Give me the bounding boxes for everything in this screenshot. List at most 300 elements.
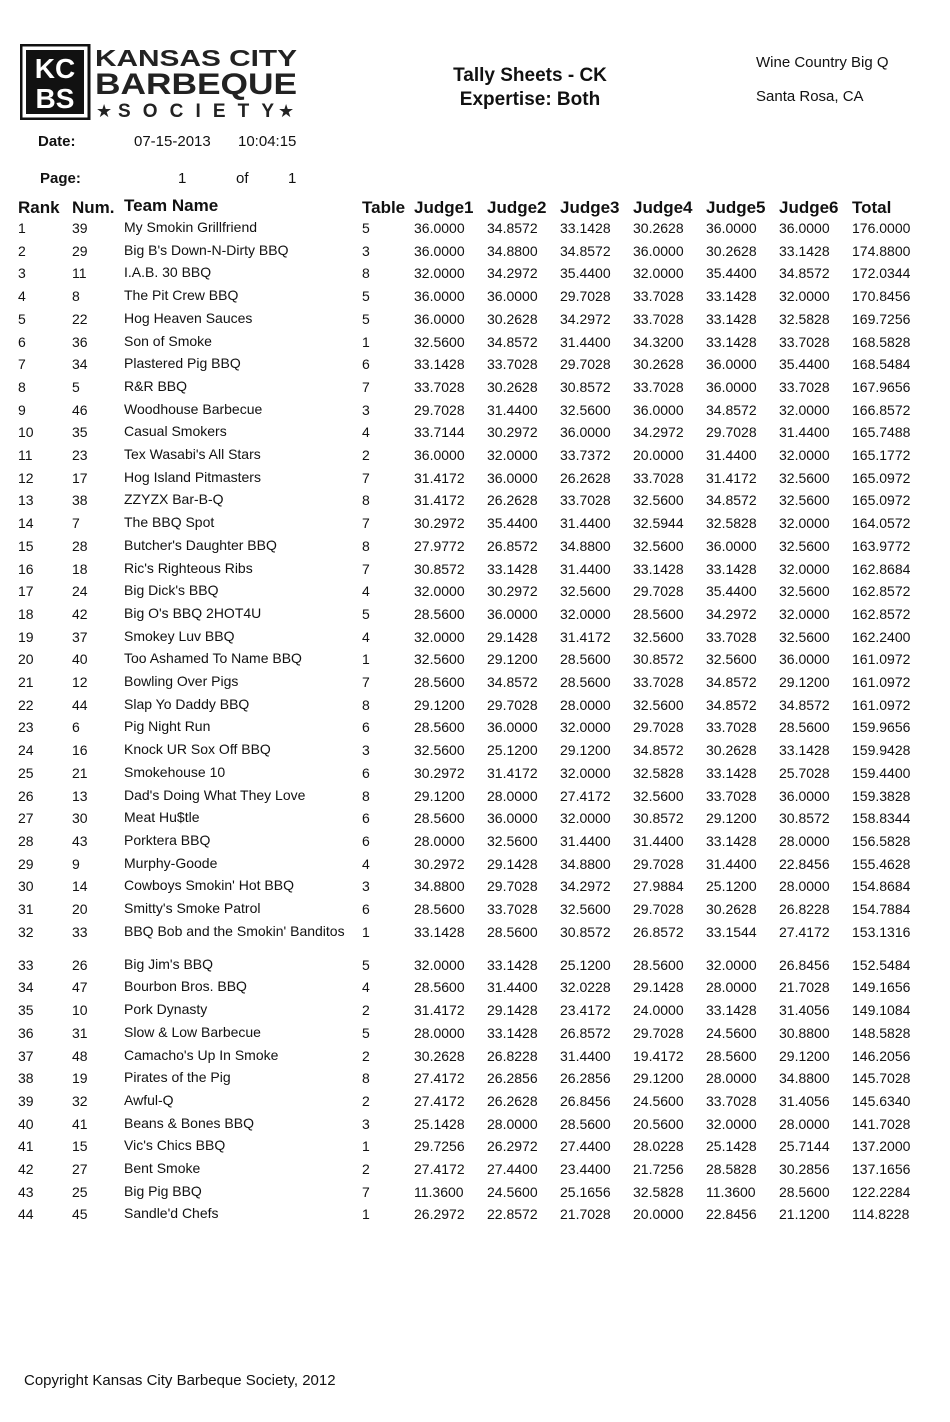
team-name: Big Jim's BBQ [124, 955, 214, 972]
judge6-score: 31.4056 [779, 1002, 830, 1019]
team-name: Hog Heaven Sauces [124, 309, 253, 326]
judge6-score: 21.1200 [779, 1206, 830, 1223]
judge3-score: 32.0000 [560, 810, 611, 827]
judge3-score: 26.8572 [560, 1024, 611, 1041]
judge4-score: 32.5600 [633, 537, 684, 554]
judge6-score: 34.8800 [779, 1070, 830, 1087]
team-name: Plastered Pig BBQ [124, 355, 241, 372]
judge3-score: 36.0000 [560, 424, 611, 441]
judge3-score: 34.8800 [560, 537, 611, 554]
rank: 42 [18, 1161, 34, 1177]
total-score: 149.1084 [852, 1002, 911, 1019]
judge1-score: 34.8800 [414, 878, 465, 895]
judge1-score: 36.0000 [414, 447, 465, 463]
judge5-score: 30.2628 [706, 242, 757, 259]
table-number: 3 [362, 401, 370, 418]
total-score: 161.0972 [852, 651, 911, 668]
judge4-score: 32.5828 [633, 764, 684, 781]
judge6-score: 33.7028 [779, 378, 830, 395]
judge2-score: 34.8572 [487, 674, 538, 690]
judge4-score: 29.7028 [633, 901, 684, 917]
table-number: 8 [362, 696, 370, 713]
team-name: Meat Hu$tle [124, 809, 200, 826]
judge1-score: 36.0000 [414, 242, 465, 259]
team-number: 48 [72, 1047, 88, 1064]
team-number: 15 [72, 1138, 88, 1155]
total-score: 158.8344 [852, 810, 911, 827]
judge6-score: 33.1428 [779, 742, 830, 759]
event-name: Wine Country Big Q [756, 54, 889, 71]
rank: 22 [18, 696, 34, 713]
judge6-score: 26.8456 [779, 956, 830, 973]
team-number: 26 [72, 956, 88, 973]
total-score: 149.1656 [852, 979, 911, 996]
judge1-score: 32.0000 [414, 583, 465, 600]
time-value: 10:04:15 [238, 133, 297, 150]
rank: 28 [18, 832, 34, 849]
judge5-score: 32.5828 [706, 515, 757, 532]
total-score: 141.7028 [852, 1115, 911, 1132]
judge2-score: 31.4172 [487, 764, 538, 781]
team-number: 5 [72, 378, 80, 395]
judge3-score: 27.4400 [560, 1138, 611, 1155]
judge1-score: 29.1200 [414, 696, 465, 713]
rank: 2 [18, 242, 26, 259]
judge2-score: 26.2628 [487, 1092, 538, 1109]
judge3-score: 32.0000 [560, 764, 611, 781]
judge4-score: 32.5600 [633, 628, 684, 645]
judge2-score: 29.7028 [487, 878, 538, 895]
team-number: 41 [72, 1115, 88, 1132]
total-score: 162.8572 [852, 583, 911, 600]
judge6-score: 27.4172 [779, 923, 830, 940]
judge2-score: 33.1428 [487, 1024, 538, 1041]
judge3-score: 32.5600 [560, 401, 611, 418]
judge1-score: 32.5600 [414, 333, 465, 350]
judge2-score: 33.7028 [487, 356, 538, 373]
judge2-score: 29.7028 [487, 696, 538, 713]
judge5-score: 34.8572 [706, 674, 757, 690]
team-number: 19 [72, 1070, 88, 1087]
total-score: 168.5828 [852, 333, 911, 350]
judge3-score: 25.1200 [560, 956, 611, 973]
total-score: 146.2056 [852, 1047, 911, 1064]
total-score: 162.8572 [852, 605, 911, 622]
rank: 33 [18, 956, 34, 973]
judge5-score: 28.0000 [706, 979, 757, 996]
judge2-score: 29.1200 [487, 651, 538, 668]
team-name: Porktera BBQ [124, 831, 211, 848]
judge1-score: 32.0000 [414, 265, 465, 282]
judge5-score: 31.4400 [706, 855, 757, 872]
total-score: 156.5828 [852, 832, 911, 849]
judge4-score: 32.5600 [633, 492, 684, 509]
total-score: 159.3828 [852, 787, 911, 804]
total-score: 166.8572 [852, 401, 911, 418]
team-name: Woodhouse Barbecue [124, 400, 263, 417]
team-name: Sandle'd Chefs [124, 1205, 219, 1222]
rank: 5 [18, 310, 26, 327]
date-value: 07-15-2013 [134, 133, 211, 150]
rank: 32 [18, 923, 34, 940]
team-name: My Smokin Grillfriend [124, 219, 258, 235]
rank: 9 [18, 401, 26, 418]
judge2-score: 35.4400 [487, 515, 538, 532]
judge1-score: 33.7144 [414, 424, 465, 441]
judge3-score: 32.0228 [560, 979, 611, 996]
rank: 23 [18, 719, 34, 736]
judge3-score: 26.2856 [560, 1070, 611, 1087]
svg-text:KANSAS CITY: KANSAS CITY [95, 45, 297, 71]
team-number: 20 [72, 901, 88, 917]
judge5-score: 28.5600 [706, 1047, 757, 1064]
judge5-score: 33.1544 [706, 923, 757, 940]
judge6-score: 31.4056 [779, 1092, 830, 1109]
judge2-score: 36.0000 [487, 469, 538, 486]
page-label: Page: [40, 170, 81, 187]
report-title-line: Tally Sheets - CK [453, 65, 607, 86]
total-score: 114.8228 [852, 1206, 910, 1223]
judge4-score: 20.0000 [633, 1206, 684, 1223]
judge1-score: 30.2628 [414, 1047, 465, 1064]
col-team-name: Team Name [124, 196, 219, 215]
judge5-score: 28.5828 [706, 1161, 757, 1177]
team-number: 35 [72, 424, 88, 441]
table-number: 5 [362, 1024, 370, 1041]
rank: 36 [18, 1024, 34, 1041]
col-table: Table [362, 198, 406, 217]
table-number: 2 [362, 1002, 370, 1019]
judge6-score: 32.0000 [779, 560, 830, 577]
table-number: 8 [362, 787, 370, 804]
judge2-score: 34.2972 [487, 265, 538, 282]
team-name: Bent Smoke [124, 1160, 201, 1176]
judge4-score: 33.7028 [633, 288, 684, 305]
judge3-score: 28.0000 [560, 696, 611, 713]
judge3-score: 29.1200 [560, 742, 611, 759]
team-name: Smokehouse 10 [124, 763, 226, 780]
judge1-score: 28.0000 [414, 1024, 465, 1041]
table-number: 6 [362, 810, 370, 827]
judge2-score: 33.1428 [487, 956, 538, 973]
team-name: ZZYZX Bar-B-Q [124, 491, 224, 508]
judge1-score: 30.2972 [414, 515, 465, 532]
judge3-score: 27.4172 [560, 787, 611, 804]
judge3-score: 34.2972 [560, 878, 611, 895]
judge4-score: 34.2972 [633, 424, 684, 441]
judge2-score: 29.1428 [487, 855, 538, 872]
team-number: 30 [72, 810, 88, 827]
judge2-score: 32.0000 [487, 447, 538, 463]
judge4-score: 19.4172 [633, 1047, 684, 1064]
team-name: Pig Night Run [124, 718, 211, 735]
rank: 6 [18, 333, 26, 350]
judge3-score: 34.2972 [560, 310, 611, 327]
total-score: 145.7028 [852, 1070, 911, 1087]
rank: 27 [18, 810, 34, 827]
col-judge4: Judge4 [633, 198, 693, 217]
team-number: 25 [72, 1183, 88, 1200]
judge5-score: 33.1428 [706, 333, 757, 350]
team-name: Bourbon Bros. BBQ [124, 978, 247, 995]
total-score: 165.1772 [852, 447, 911, 463]
table-number: 3 [362, 1115, 370, 1132]
rank: 1 [18, 220, 26, 236]
judge4-score: 28.0228 [633, 1138, 684, 1155]
team-name: Big Pig BBQ [124, 1182, 202, 1199]
team-name: I.A.B. 30 BBQ [124, 264, 212, 281]
team-number: 8 [72, 288, 80, 305]
judge3-score: 32.0000 [560, 605, 611, 622]
judge3-score: 23.4172 [560, 1002, 611, 1019]
table-number: 5 [362, 605, 370, 622]
judge3-score: 28.5600 [560, 651, 611, 668]
judge3-score: 31.4400 [560, 832, 611, 849]
team-name: Camacho's Up In Smoke [124, 1046, 279, 1063]
total-score: 172.0344 [852, 265, 911, 282]
team-name: Hog Island Pitmasters [124, 468, 261, 485]
judge6-score: 28.0000 [779, 1115, 830, 1132]
judge3-score: 32.5600 [560, 583, 611, 600]
total-score: 170.8456 [852, 288, 911, 305]
judge5-score: 35.4400 [706, 265, 757, 282]
table-number: 2 [362, 1092, 370, 1109]
judge4-score: 33.7028 [633, 674, 684, 690]
table-number: 8 [362, 492, 370, 509]
judge6-score: 28.0000 [779, 832, 830, 849]
judge4-score: 34.3200 [633, 333, 684, 350]
table-number: 7 [362, 1183, 370, 1200]
judge3-score: 26.2628 [560, 469, 611, 486]
team-number: 33 [72, 923, 88, 940]
judge5-score: 33.1428 [706, 764, 757, 781]
judge3-score: 31.4400 [560, 333, 611, 350]
judge4-score: 27.9884 [633, 878, 684, 895]
svg-text:★: ★ [278, 101, 295, 120]
judge1-score: 28.0000 [414, 832, 465, 849]
judge1-score: 28.5600 [414, 605, 465, 622]
judge5-score: 25.1200 [706, 878, 757, 895]
judge5-score: 22.8456 [706, 1206, 757, 1223]
judge1-score: 32.5600 [414, 742, 465, 759]
judge6-score: 26.8228 [779, 901, 830, 917]
judge2-score: 26.2628 [487, 492, 538, 509]
table-number: 5 [362, 220, 370, 236]
judge4-score: 31.4400 [633, 832, 684, 849]
judge4-score: 36.0000 [633, 242, 684, 259]
table-number: 6 [362, 832, 370, 849]
rank: 16 [18, 560, 34, 577]
judge2-score: 28.0000 [487, 787, 538, 804]
rank: 18 [18, 605, 34, 622]
judge2-score: 34.8572 [487, 220, 538, 236]
rank: 29 [18, 855, 34, 872]
team-name: Pork Dynasty [124, 1001, 208, 1018]
table-number: 7 [362, 560, 370, 577]
judge1-score: 32.0000 [414, 956, 465, 973]
rank: 25 [18, 764, 34, 781]
judge5-score: 29.7028 [706, 424, 757, 441]
table-number: 4 [362, 979, 370, 996]
col-judge5: Judge5 [706, 198, 766, 217]
team-name: Slap Yo Daddy BBQ [124, 695, 250, 712]
col-total: Total [852, 198, 892, 217]
table-number: 8 [362, 1070, 370, 1087]
judge1-score: 31.4172 [414, 469, 465, 486]
judge5-score: 31.4172 [706, 469, 757, 486]
judge2-score: 32.5600 [487, 832, 538, 849]
total-score: 162.8684 [852, 560, 911, 577]
judge1-score: 29.7028 [414, 401, 465, 418]
table-number: 2 [362, 1161, 370, 1177]
rank: 24 [18, 742, 34, 759]
table-number: 6 [362, 719, 370, 736]
rank: 8 [18, 378, 26, 395]
judge1-score: 28.5600 [414, 979, 465, 996]
judge6-score: 28.5600 [779, 1183, 830, 1200]
judge2-score: 22.8572 [487, 1206, 538, 1223]
judge4-score: 30.8572 [633, 810, 684, 827]
total-score: 168.5484 [852, 356, 911, 373]
judge6-score: 25.7028 [779, 764, 830, 781]
team-number: 40 [72, 651, 88, 668]
judge4-score: 30.2628 [633, 356, 684, 373]
table-number: 3 [362, 742, 370, 759]
rank: 38 [18, 1070, 34, 1087]
judge1-score: 28.5600 [414, 674, 465, 690]
team-name: Big O's BBQ 2HOT4U [124, 604, 262, 621]
judge1-score: 33.1428 [414, 923, 465, 940]
judge1-score: 26.2972 [414, 1206, 465, 1223]
rank: 20 [18, 651, 34, 668]
rank: 34 [18, 979, 34, 996]
judge3-score: 30.8572 [560, 378, 611, 395]
judge1-score: 28.5600 [414, 901, 465, 917]
rank: 12 [18, 469, 34, 486]
rank: 15 [18, 537, 34, 554]
judge4-score: 30.8572 [633, 651, 684, 668]
rank: 11 [18, 447, 33, 463]
judge1-score: 27.4172 [414, 1092, 465, 1109]
team-number: 16 [72, 742, 88, 759]
judge3-score: 31.4172 [560, 628, 611, 645]
team-number: 36 [72, 333, 88, 350]
judge4-score: 32.5600 [633, 696, 684, 713]
judge1-score: 36.0000 [414, 288, 465, 305]
total-score: 159.4400 [852, 764, 911, 781]
judge6-score: 30.2856 [779, 1161, 830, 1177]
team-number: 10 [72, 1002, 88, 1019]
judge5-score: 34.8572 [706, 492, 757, 509]
judge2-score: 28.5600 [487, 923, 538, 940]
judge6-score: 29.1200 [779, 674, 830, 690]
judge3-score: 32.5600 [560, 901, 611, 917]
col-judge1: Judge1 [414, 198, 474, 217]
judge3-score: 28.5600 [560, 674, 611, 690]
team-number: 17 [72, 469, 88, 486]
judge1-score: 30.2972 [414, 855, 465, 872]
rank: 21 [18, 674, 34, 690]
judge2-score: 30.2972 [487, 583, 538, 600]
total-score: 137.2000 [852, 1138, 911, 1155]
judge4-score: 34.8572 [633, 742, 684, 759]
judge1-score: 25.1428 [414, 1115, 465, 1132]
col-judge2: Judge2 [487, 198, 547, 217]
judge3-score: 34.8800 [560, 855, 611, 872]
team-name: Pirates of the Pig [124, 1069, 231, 1086]
page-of-label: of [236, 170, 249, 187]
judge4-score: 36.0000 [633, 401, 684, 418]
total-score: 174.8800 [852, 242, 911, 259]
team-name: Knock UR Sox Off BBQ [124, 741, 271, 758]
judge2-score: 36.0000 [487, 288, 538, 305]
total-score: 154.8684 [852, 878, 911, 895]
total-score: 155.4628 [852, 855, 911, 872]
team-name: Bowling Over Pigs [124, 673, 239, 689]
judge6-score: 31.4400 [779, 424, 830, 441]
total-score: 159.9656 [852, 719, 911, 736]
judge4-score: 26.8572 [633, 923, 684, 940]
judge6-score: 32.0000 [779, 401, 830, 418]
judge6-score: 32.0000 [779, 288, 830, 305]
team-number: 11 [72, 265, 87, 282]
team-name: Dad's Doing What They Love [124, 786, 306, 803]
team-name: Vic's Chics BBQ [124, 1137, 226, 1154]
judge6-score: 34.8572 [779, 265, 830, 282]
judge1-score: 28.5600 [414, 810, 465, 827]
total-score: 165.7488 [852, 424, 911, 441]
table-number: 4 [362, 583, 370, 600]
judge4-score: 32.5600 [633, 787, 684, 804]
table-number: 1 [362, 651, 370, 668]
col-judge6: Judge6 [779, 198, 839, 217]
total-score: 148.5828 [852, 1024, 911, 1041]
judge3-score: 29.7028 [560, 356, 611, 373]
judge6-score: 36.0000 [779, 220, 830, 236]
table-number: 7 [362, 515, 370, 532]
col-judge3: Judge3 [560, 198, 620, 217]
total-score: 165.0972 [852, 469, 911, 486]
judge3-score: 31.4400 [560, 1047, 611, 1064]
judge1-score: 31.4172 [414, 1002, 465, 1019]
judge6-score: 25.7144 [779, 1138, 830, 1155]
team-name: Murphy-Goode [124, 854, 218, 871]
judge1-score: 28.5600 [414, 719, 465, 736]
col-rank: Rank [18, 198, 60, 217]
total-score: 161.0972 [852, 696, 911, 713]
judge4-score: 33.1428 [633, 560, 684, 577]
team-name: The BBQ Spot [124, 514, 215, 531]
judge6-score: 32.0000 [779, 447, 830, 463]
page-number: 1 [178, 170, 187, 187]
judge6-score: 33.1428 [779, 242, 830, 259]
team-number: 46 [72, 401, 88, 418]
judge6-score: 32.5600 [779, 469, 830, 486]
table-number: 4 [362, 424, 370, 441]
rank: 31 [18, 901, 34, 917]
rank: 17 [18, 583, 34, 600]
judge2-score: 25.1200 [487, 742, 538, 759]
judge4-score: 24.5600 [633, 1092, 684, 1109]
judge1-score: 32.0000 [414, 628, 465, 645]
judge2-score: 26.2856 [487, 1070, 538, 1087]
judge5-score: 33.1428 [706, 832, 757, 849]
judge3-score: 34.8572 [560, 242, 611, 259]
judge5-score: 25.1428 [706, 1138, 757, 1155]
judge6-score: 35.4400 [779, 356, 830, 373]
judge6-score: 32.5828 [779, 310, 830, 327]
judge5-score: 31.4400 [706, 447, 757, 463]
